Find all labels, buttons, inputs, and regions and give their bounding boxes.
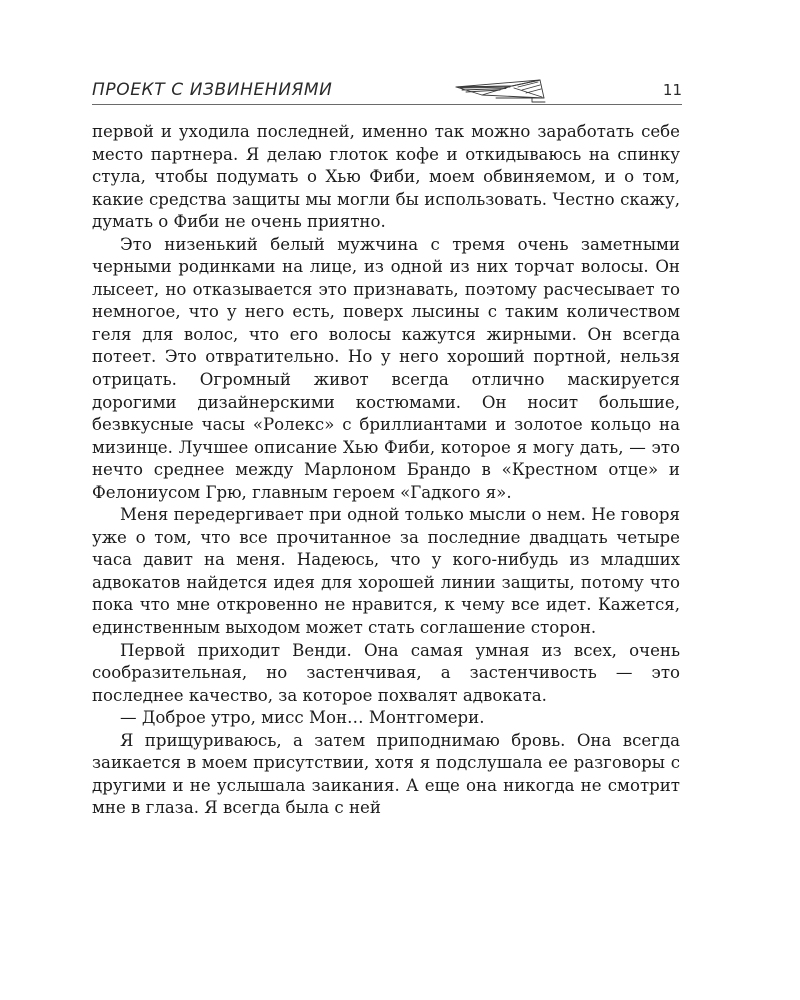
header-divider [92,104,682,105]
paper-plane-sketch-icon [452,78,552,104]
page-number: 11 [662,81,682,99]
paragraph: Я прищуриваюсь, а затем приподнимаю бровь. Она всегда заикается в моем присутствии, хотя я подслушала ее разговоры с другими и не услышала заикания. А еще она никогда не смотрит мне в глаза. Я всегда была с ней [92,730,680,818]
paragraph: Меня передергивает при одной только мысли о нем. Не говоря уже о том, что все прочитанное за последние двадцать четыре часа давит на меня. Надеюсь, что у кого-нибудь из младших адвокатов найдется идея для хорошей линии защиты, потому что пока что мне откровенно не нравится, к чему все идет. Кажется, единственным выходом может стать соглашение сторон. [92,505,680,638]
running-header [92,78,682,106]
paragraph: Это низенький белый мужчина с тремя очень заметными черными родинками на лице, из одной из них торчат волосы. Он лысеет, но отказывается это признавать, поэтому расчесывает то немногое, что у него есть, поверх лысины с таким количеством геля для волос, что его волосы кажутся жирными. Он всегда потеет. Это отвратительно. Но у него хороший портной, нельзя отрицать. Огромный живот всегда отлично маскируется дорогими дизайнерскими костюмами. Он носит большие, безвкусные часы «Ролекс» с бриллиантами и золотое кольцо на мизинце. Лучшее описание Хью Фиби, которое я могу дать, — это нечто среднее между Марлоном Брандо в «Крестном отце» и Фелониусом Грю, главным героем «Гадкого я». [92,234,680,502]
paragraph: первой и уходила последней, именно так можно заработать себе место партнера. Я делаю глоток кофе и откидываюсь на спинку стула, чтобы подумать о Хью Фиби, моем обвиняемом, и о том, какие средства защиты мы могли бы использовать. Честно скажу, думать о Фиби не очень приятно. [92,122,680,232]
paragraph: Первой приходит Венди. Она самая умная из всех, очень сообразительная, но застенчивая, а застенчивость — это последнее качество, за которое похвалят адвоката. [92,640,680,705]
body-text [92,121,680,820]
header-title: ПРОЕКТ С ИЗВИНЕНИЯМИ [92,80,333,100]
dialogue-line: — Доброе утро, мисс Мон… Монтгомери. [120,708,485,728]
